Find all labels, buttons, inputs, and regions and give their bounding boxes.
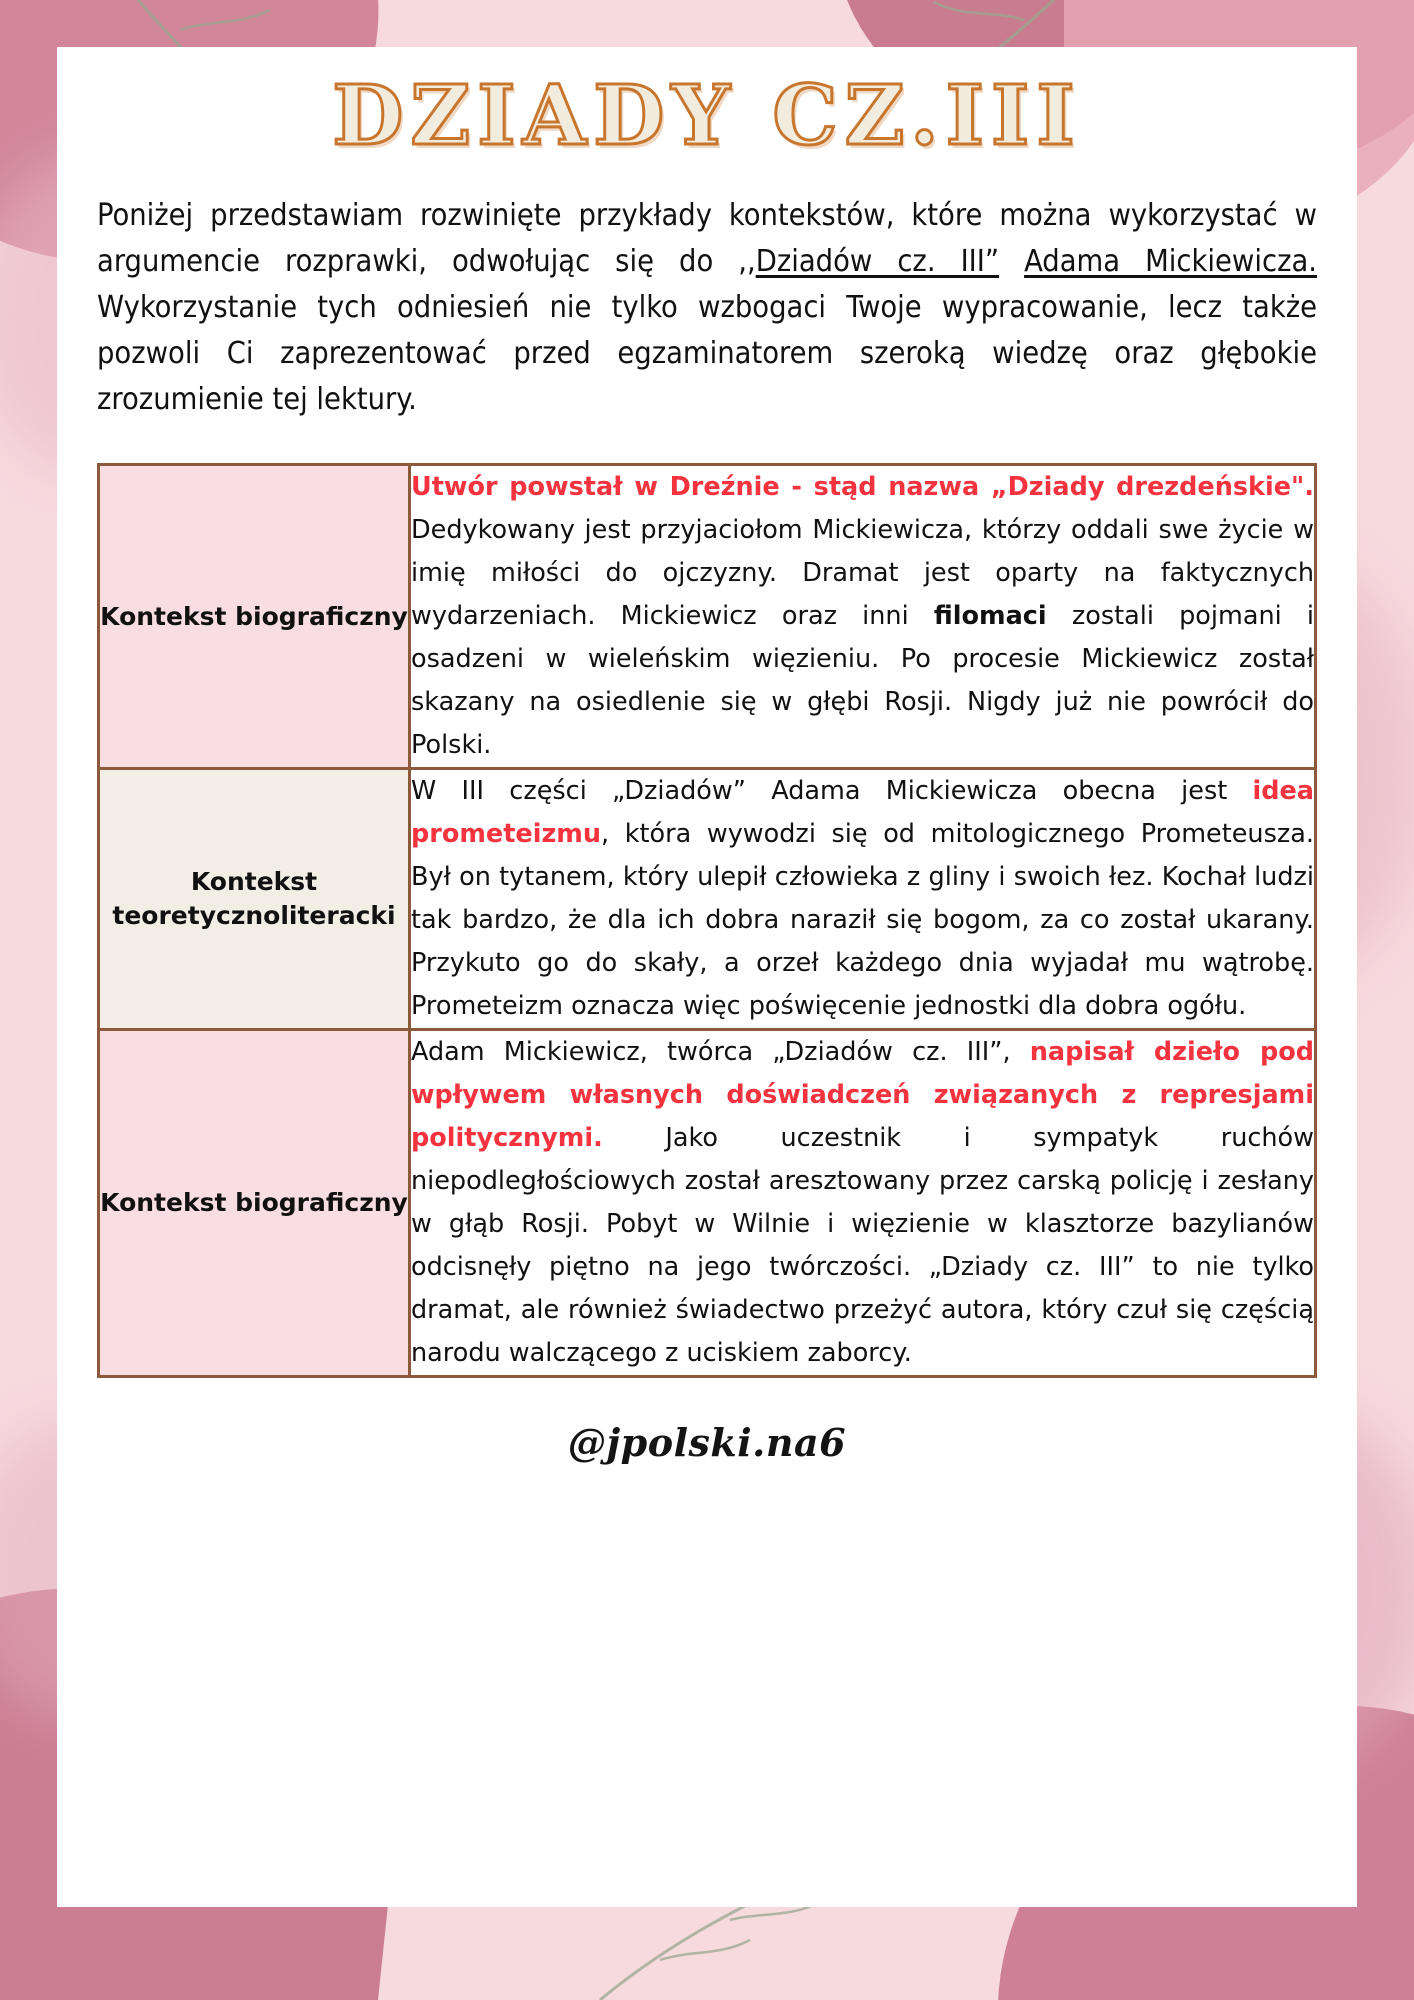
- context-label-text-3: Kontekst biograficzny: [100, 1188, 408, 1218]
- body-text-2a: W III części „Dziadów” Adama Mickiewicza obecna jest: [411, 776, 1253, 807]
- title-container: [57, 47, 1357, 164]
- context-body-text-1: [411, 466, 1314, 767]
- context-label-cell-2: [99, 769, 410, 1030]
- highlight-phrase-1: Utwór powstał w Dreźnie - stąd nazwa „Dziady drezdeńskie".: [411, 472, 1314, 503]
- highlight-phrase-3: napisał dzieło pod wpływem własnych doświadczeń związanych z represjami politycznymi.: [411, 1037, 1314, 1154]
- contexts-table: [97, 463, 1317, 1378]
- context-body-cell-1: [410, 465, 1316, 769]
- table-row: [99, 1030, 1316, 1377]
- context-label-cell-3: [99, 1030, 410, 1377]
- intro-text-part1: Poniżej przedstawiam rozwinięte przykłady kontekstów, które można wykorzystać w argumencie rozprawki, odwołując się do ,,: [97, 198, 1317, 280]
- body-text-2b: , która wywodzi się od mitologicznego Prometeusza. Był on tytanem, który ulepił człowieka z gliny i swoich łez. Kochał ludzi tak bardzo, że dla ich dobra naraził się bogom, za co został ukarany. Przykuto go do skały, a orzeł każdego dnia wyjadał mu wątrobę. Prometeizm oznacza więc poświęcenie jednostki dla dobra ogółu.: [411, 819, 1314, 1022]
- body-text-3a: Adam Mickiewicz, twórca „Dziadów cz. III”,: [411, 1037, 1030, 1068]
- page-title: DZIADY CZ.III: [332, 68, 1082, 164]
- context-label-text-1: Kontekst biograficzny: [100, 601, 408, 631]
- table-row: [99, 465, 1316, 769]
- context-body-text-3: [411, 1031, 1314, 1375]
- intro-underlined-author: Adama Mickiewicza.: [1024, 244, 1317, 280]
- intro-underlined-title: Dziadów cz. III”: [755, 244, 1000, 280]
- context-label-cell-1: [99, 465, 410, 769]
- body-text-1a: Dedykowany jest przyjaciołom Mickiewicza, którzy oddali swe życie w imię miłości do ojczyzny. Dramat jest oparty na faktycznych wydarzeniach. Mickiewicz oraz inni: [411, 515, 1314, 632]
- bold-word-filomaci: filomaci: [933, 601, 1047, 632]
- body-text-3b: Jako uczestnik i sympatyk ruchów niepodległościowych został aresztowany przez carską policję i zesłany w głąb Rosji. Pobyt w Wilnie i więzienie w klasztorze bazylianów odcisnęły piętno na jego twórczości. „Dziady cz. III” to nie tylko dramat, ale również świadectwo przeżyć autora, który czuł się częścią narodu walczącego z uciskiem zaborcy.: [411, 1123, 1314, 1369]
- intro-paragraph: [97, 193, 1317, 423]
- body-text-1b: zostali pojmani i osadzeni w wieleńskim więzieniu. Po procesie Mickiewicz został skazany na osiedlenie się w głębi Rosji. Nigdy już nie powrócił do Polski.: [411, 601, 1314, 761]
- table-row: [99, 769, 1316, 1030]
- context-label-line1: Kontekst: [190, 867, 318, 897]
- context-body-cell-2: [410, 769, 1316, 1030]
- highlight-phrase-2: idea prometeizmu: [411, 776, 1314, 850]
- context-body-cell-3: [410, 1030, 1316, 1377]
- author-signature: @jpolski.na6: [567, 1420, 847, 1466]
- content-card: [57, 47, 1357, 1907]
- intro-text-part3: Wykorzystanie tych odniesień nie tylko wzbogaci Twoje wypracowanie, lecz także pozwoli Ci zaprezentować przed egzaminatorem szeroką wiedzę oraz głębokie zrozumienie tej lektury.: [97, 290, 1317, 418]
- context-body-text-2: [411, 770, 1314, 1028]
- context-label-line2: teoretycznoliteracki: [112, 901, 396, 931]
- intro-text-gap: [999, 244, 1024, 279]
- context-label-text-2: [100, 865, 408, 933]
